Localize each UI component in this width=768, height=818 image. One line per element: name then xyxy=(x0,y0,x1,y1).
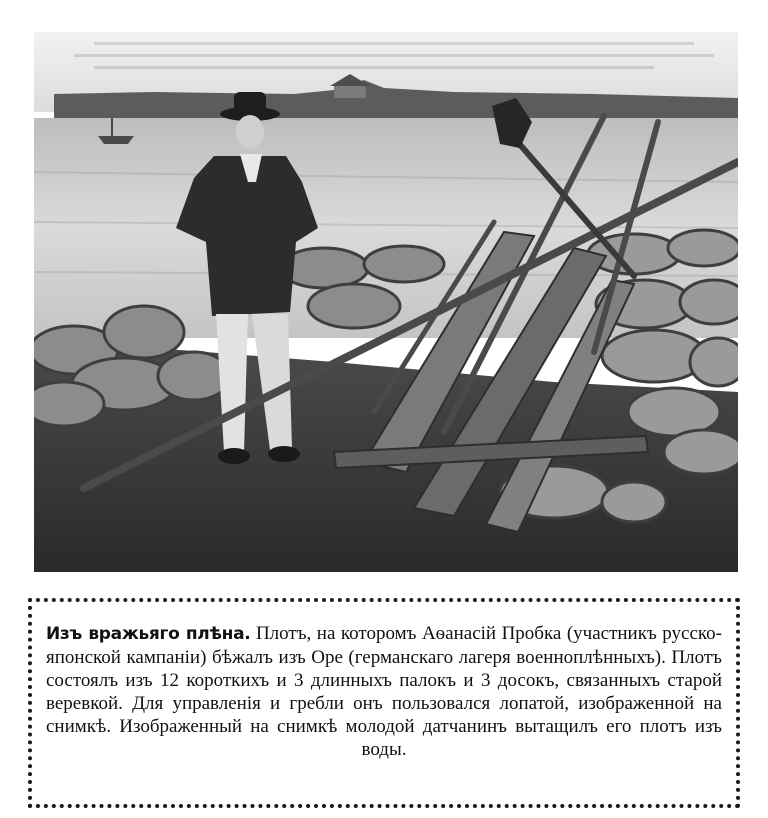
historical-photograph xyxy=(34,32,738,572)
caption-title: Изъ вражьяго плѣна. xyxy=(46,624,251,644)
caption-body: Плотъ, на которомъ Аѳанасій Пробка (участникъ русско-японской кампаніи) бѣжалъ изъ Оре (германскаго лагеря военноплѣнныхъ). Плотъ состоялъ изъ 12 короткихъ и 3 длинныхъ палокъ и 3 досокъ, связанныхъ старой веревкой. Для управленія и гребли онъ пользовался лопатой, изображенной на снимкѣ. Изображенный на снимкѣ молодой датчанинъ вытащилъ его плотъ изъ воды. xyxy=(46,623,722,760)
photo-caption xyxy=(46,622,722,761)
caption-frame xyxy=(28,598,740,808)
